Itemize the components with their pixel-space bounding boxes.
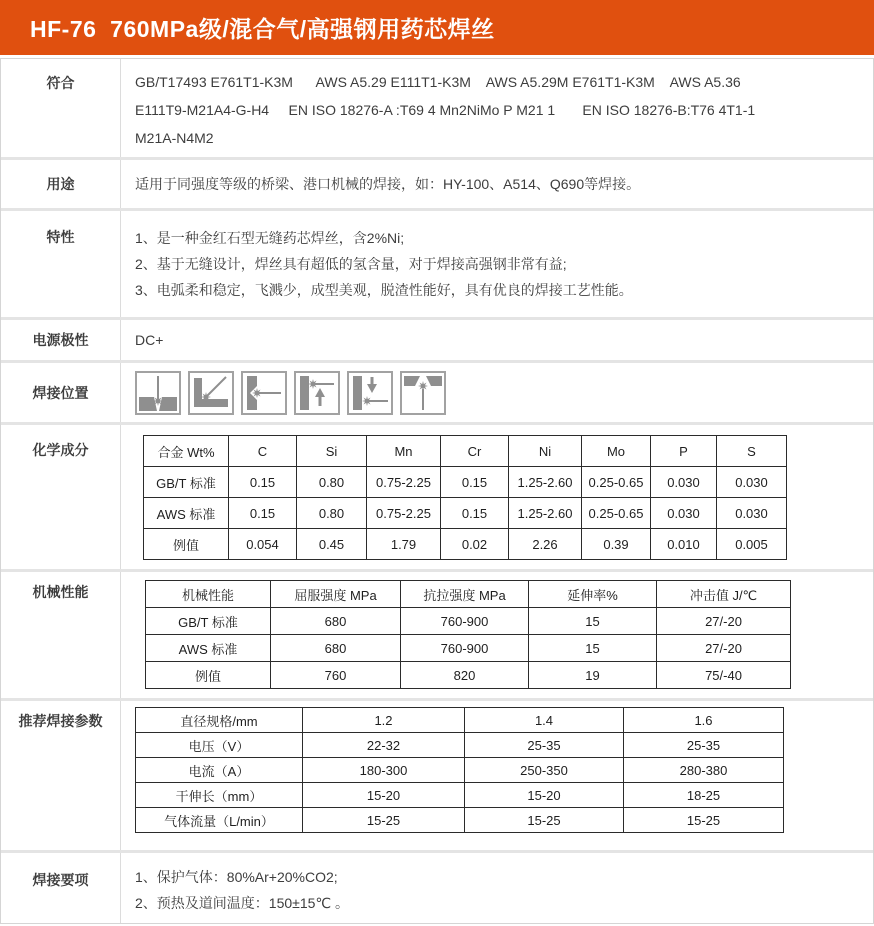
row-notes — [1, 853, 873, 923]
chemistry-label: 化学成分 — [1, 425, 121, 569]
table-header-cell: 机械性能 — [146, 581, 271, 608]
table-cell: 0.010 — [651, 529, 717, 560]
table-cell: 2.26 — [509, 529, 582, 560]
table-header-row — [146, 581, 791, 608]
table-header-row — [136, 708, 784, 733]
table-cell: 27/-20 — [657, 608, 791, 635]
table-cell: 75/-40 — [657, 662, 791, 689]
table-row — [144, 467, 787, 498]
spec-sheet — [0, 58, 874, 924]
polarity-content — [121, 320, 873, 360]
features-content — [121, 211, 873, 317]
positions-content — [121, 363, 873, 422]
horizontal-fillet-position-icon — [188, 371, 234, 415]
page-header — [0, 0, 874, 55]
row-compliance — [1, 59, 873, 157]
table-row — [136, 808, 784, 833]
table-cell: 0.39 — [582, 529, 651, 560]
table-cell: 0.45 — [297, 529, 367, 560]
text-line: GB/T17493 E761T1-K3M AWS A5.29 E111T1-K3M AWS A5.29M E761T1-K3M AWS A5.36 — [135, 74, 741, 90]
flat-position-icon — [135, 371, 181, 415]
row-usage — [1, 160, 873, 208]
usage-label: 用途 — [1, 160, 121, 208]
row-mechanical — [1, 572, 873, 698]
table-cell: 0.054 — [229, 529, 297, 560]
positions-label: 焊接位置 — [1, 363, 121, 422]
spec-table — [143, 435, 787, 560]
table-cell: 0.030 — [651, 498, 717, 529]
table-cell: 25-35 — [624, 733, 784, 758]
row-polarity — [1, 320, 873, 360]
table-cell: 0.15 — [229, 498, 297, 529]
table-header-cell: 屈服强度 MPa — [271, 581, 401, 608]
table-header-cell: 冲击值 J/℃ — [657, 581, 791, 608]
table-cell: 0.02 — [441, 529, 509, 560]
table-header-cell: Mn — [367, 436, 441, 467]
table-cell: 0.030 — [717, 498, 787, 529]
table-row — [144, 498, 787, 529]
text-line: 1、保护气体：80%Ar+20%CO2; — [135, 869, 338, 885]
text-line: E111T9-M21A4-G-H4 EN ISO 18276-A :T69 4 Mn2NiMo P M21 1 EN ISO 18276-B:T76 4T1-1 — [135, 102, 756, 118]
overhead-position-icon — [400, 371, 446, 415]
table-row — [146, 662, 791, 689]
table-header-cell: 合金 Wt% — [144, 436, 229, 467]
spec-table — [135, 707, 784, 833]
vertical-up-position-icon — [294, 371, 340, 415]
table-header-cell: 1.2 — [303, 708, 465, 733]
text-line: M21A-N4M2 — [135, 130, 214, 146]
table-cell: 1.79 — [367, 529, 441, 560]
table-cell: 27/-20 — [657, 635, 791, 662]
table-cell: 干伸长（mm） — [136, 783, 303, 808]
row-chemistry — [1, 425, 873, 569]
table-row — [136, 733, 784, 758]
table-cell: 25-35 — [465, 733, 624, 758]
table-cell: 0.80 — [297, 467, 367, 498]
table-cell: 例值 — [146, 662, 271, 689]
notes-list — [135, 853, 873, 916]
spec-table — [145, 580, 791, 689]
text-line: 1、是一种金红石型无缝药芯焊丝，含2%Ni; — [135, 230, 405, 246]
table-cell: 280-380 — [624, 758, 784, 783]
row-positions — [1, 363, 873, 422]
table-row — [146, 635, 791, 662]
polarity-label: 电源极性 — [1, 320, 121, 360]
table-header-row — [144, 436, 787, 467]
compliance-label: 符合 — [1, 59, 121, 157]
chemistry-content — [121, 425, 873, 569]
table-cell: 0.25-0.65 — [582, 498, 651, 529]
usage-text: 适用于同强度等级的桥梁、港口机械的焊接，如：HY-100、A514、Q690等焊接。 — [135, 176, 641, 192]
table-cell: 680 — [271, 635, 401, 662]
table-cell: 0.75-2.25 — [367, 498, 441, 529]
table-cell: 气体流量（L/min） — [136, 808, 303, 833]
features-list — [135, 211, 873, 303]
chemistry-table-wrap — [135, 435, 873, 560]
table-header-cell: C — [229, 436, 297, 467]
table-row — [136, 783, 784, 808]
features-label: 特性 — [1, 211, 121, 317]
table-row — [144, 529, 787, 560]
table-cell: 0.030 — [651, 467, 717, 498]
table-cell: 250-350 — [465, 758, 624, 783]
mechanical-content — [121, 572, 873, 698]
table-cell: 18-25 — [624, 783, 784, 808]
text-line: 3、电弧柔和稳定，飞溅少，成型美观，脱渣性能好，具有优良的焊接工艺性能。 — [135, 282, 633, 298]
parameters-table-wrap — [135, 707, 873, 833]
table-header-cell: 抗拉强度 MPa — [401, 581, 529, 608]
parameters-label: 推荐焊接参数 — [1, 701, 121, 850]
table-cell: 680 — [271, 608, 401, 635]
usage-content — [121, 160, 873, 208]
table-cell: 15-20 — [303, 783, 465, 808]
table-row — [136, 758, 784, 783]
horizontal-groove-position-icon — [241, 371, 287, 415]
table-cell: 820 — [401, 662, 529, 689]
row-parameters — [1, 701, 873, 850]
compliance-content — [121, 59, 873, 157]
table-cell: 电压（V） — [136, 733, 303, 758]
table-header-cell: 直径规格/mm — [136, 708, 303, 733]
parameters-content — [121, 701, 873, 850]
welding-position-icons — [135, 363, 873, 422]
text-line: 2、预热及道间温度：150±15℃ 。 — [135, 895, 350, 911]
table-cell: 760-900 — [401, 635, 529, 662]
mechanical-label: 机械性能 — [1, 572, 121, 698]
table-row — [146, 608, 791, 635]
table-cell: 电流（A） — [136, 758, 303, 783]
table-cell: 例值 — [144, 529, 229, 560]
table-cell: AWS 标准 — [144, 498, 229, 529]
table-cell: 19 — [529, 662, 657, 689]
row-features — [1, 211, 873, 317]
table-cell: 15 — [529, 608, 657, 635]
notes-label: 焊接要项 — [1, 853, 121, 923]
mechanical-table-wrap — [135, 580, 873, 689]
polarity-value: DC+ — [135, 332, 164, 348]
page-title: HF-76 760MPa级/混合气/高强钢用药芯焊丝 — [30, 16, 495, 42]
table-cell: 760 — [271, 662, 401, 689]
table-header-cell: Mo — [582, 436, 651, 467]
table-header-cell: 1.6 — [624, 708, 784, 733]
table-header-cell: Si — [297, 436, 367, 467]
table-cell: 0.25-0.65 — [582, 467, 651, 498]
table-cell: GB/T 标准 — [144, 467, 229, 498]
table-cell: 0.005 — [717, 529, 787, 560]
table-cell: 1.25-2.60 — [509, 467, 582, 498]
table-header-cell: S — [717, 436, 787, 467]
table-cell: 760-900 — [401, 608, 529, 635]
table-header-cell: 1.4 — [465, 708, 624, 733]
table-cell: 15-25 — [303, 808, 465, 833]
table-header-cell: 延伸率% — [529, 581, 657, 608]
table-cell: GB/T 标准 — [146, 608, 271, 635]
table-cell: 0.80 — [297, 498, 367, 529]
table-header-cell: P — [651, 436, 717, 467]
table-header-cell: Cr — [441, 436, 509, 467]
vertical-down-position-icon — [347, 371, 393, 415]
table-cell: 15-25 — [465, 808, 624, 833]
text-line: 2、基于无缝设计，焊丝具有超低的氢含量，对于焊接高强钢非常有益; — [135, 256, 567, 272]
table-header-cell: Ni — [509, 436, 582, 467]
table-cell: 0.15 — [441, 498, 509, 529]
table-cell: 180-300 — [303, 758, 465, 783]
table-cell: 0.15 — [229, 467, 297, 498]
table-cell: 15-20 — [465, 783, 624, 808]
table-cell: 15 — [529, 635, 657, 662]
table-cell: 22-32 — [303, 733, 465, 758]
table-cell: 15-25 — [624, 808, 784, 833]
notes-content — [121, 853, 873, 923]
table-cell: 0.030 — [717, 467, 787, 498]
table-cell: AWS 标准 — [146, 635, 271, 662]
table-cell: 1.25-2.60 — [509, 498, 582, 529]
compliance-standards — [135, 59, 873, 152]
table-cell: 0.15 — [441, 467, 509, 498]
table-cell: 0.75-2.25 — [367, 467, 441, 498]
